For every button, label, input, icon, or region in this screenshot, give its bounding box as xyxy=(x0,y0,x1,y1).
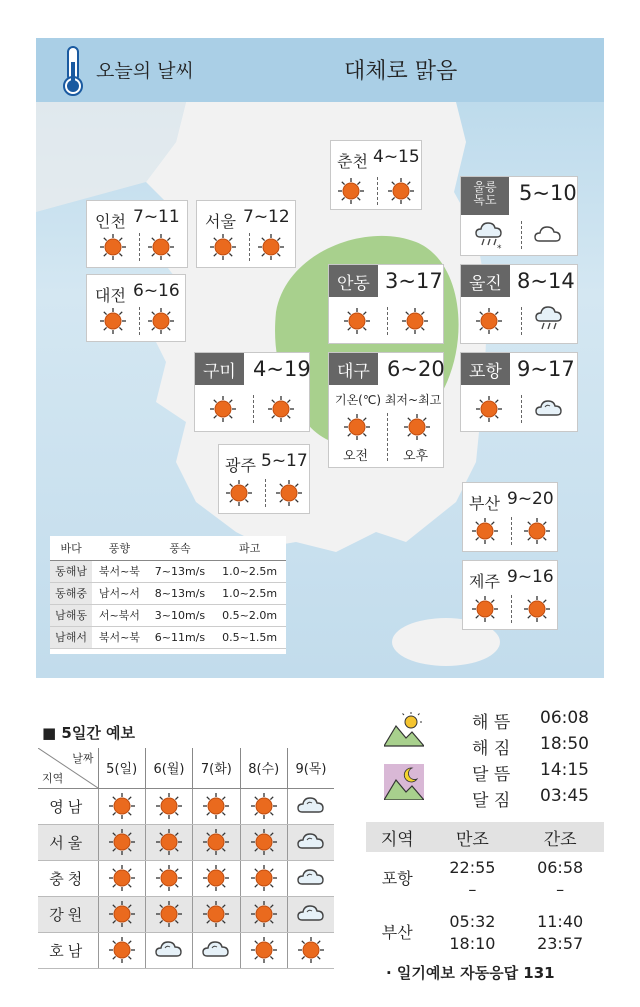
forecast-cell xyxy=(98,932,145,968)
map-title: 오늘의 날씨 xyxy=(96,60,194,82)
sunny-icon xyxy=(267,395,295,423)
divider xyxy=(139,307,140,335)
forecast-cell xyxy=(145,824,192,860)
sunny-icon xyxy=(403,413,431,441)
forecast-cell xyxy=(240,896,287,932)
sea-cell: 동해중 xyxy=(50,582,92,604)
forecast-cell xyxy=(287,860,334,896)
partly-cloudy-icon xyxy=(297,900,325,928)
forecast-row xyxy=(38,788,334,824)
city-name: 부산 xyxy=(469,494,500,513)
partly-cloudy-icon xyxy=(297,828,325,856)
divider xyxy=(139,233,140,261)
forecast-cell xyxy=(193,932,240,968)
forecast-row xyxy=(38,860,334,896)
forecast-cell xyxy=(145,932,192,968)
divider xyxy=(249,233,250,261)
sea-cell: 북서~북 xyxy=(92,626,146,648)
city-name-line2: 독도 xyxy=(473,193,497,207)
city-temp: 9~16 xyxy=(507,567,554,587)
divider xyxy=(265,479,266,507)
sunny-icon xyxy=(523,517,551,545)
sea-row xyxy=(50,604,286,626)
divider xyxy=(253,395,254,423)
city-temp: 9~20 xyxy=(507,489,554,509)
city-temp: 9~17 xyxy=(517,357,575,381)
divider xyxy=(511,517,512,545)
sea-cell: 동해남 xyxy=(50,560,92,582)
pm-label: 오후 xyxy=(403,449,429,464)
sunny-icon xyxy=(343,413,371,441)
forecast-region: 충청 xyxy=(38,860,98,896)
tide-time: – xyxy=(556,880,565,899)
tide-low-cell xyxy=(516,906,604,960)
city-name: 제주 xyxy=(469,572,500,591)
sunny-icon xyxy=(155,900,183,928)
sea-cell: 7~13m/s xyxy=(147,560,214,582)
sea-row xyxy=(50,582,286,604)
forecast-cell xyxy=(193,788,240,824)
sunny-icon xyxy=(155,792,183,820)
sea-header: 풍향 xyxy=(92,536,146,560)
forecast-cell xyxy=(193,824,240,860)
tide-time: 18:10 xyxy=(449,934,496,953)
tide-low-cell xyxy=(516,852,604,906)
city-card-chuncheon xyxy=(330,140,422,210)
sunset-time: 18:50 xyxy=(540,734,589,754)
city-temp: 4~15 xyxy=(373,147,420,167)
city-card-pohang xyxy=(460,352,578,432)
sunny-icon xyxy=(108,792,136,820)
forecast-cell xyxy=(145,860,192,896)
forecast-cell xyxy=(240,932,287,968)
forecast-row xyxy=(38,932,334,968)
svg-text:*: * xyxy=(497,244,502,251)
moonrise-time: 14:15 xyxy=(540,760,589,780)
partly-cloudy-icon xyxy=(155,936,183,964)
sunny-icon xyxy=(343,307,371,335)
sunny-icon xyxy=(401,307,429,335)
sunny-icon xyxy=(147,307,175,335)
city-card-daejeon xyxy=(86,274,186,342)
city-card-busan xyxy=(462,482,558,552)
temp-legend: 기온(℃) 최저~최고 xyxy=(335,393,442,407)
city-name: 대전 xyxy=(95,286,126,305)
city-tag: 구미 xyxy=(195,353,244,385)
tide-region: 부산 xyxy=(381,923,413,942)
forecast-cell xyxy=(287,896,334,932)
tide-header: 만조 xyxy=(429,822,517,852)
city-card-seoul xyxy=(196,200,296,268)
city-temp: 6~20 xyxy=(387,357,445,381)
city-temp: 6~16 xyxy=(133,281,180,301)
sunny-icon xyxy=(147,233,175,261)
corner-bottom: 지역 xyxy=(42,771,64,785)
sunny-icon xyxy=(250,864,278,892)
sunny-icon xyxy=(250,828,278,856)
partly-cloudy-icon xyxy=(297,792,325,820)
sunny-icon xyxy=(297,936,325,964)
city-temp: 5~17 xyxy=(261,451,308,471)
forecast-day-header: 6(월) xyxy=(145,748,192,788)
city-card-jeju xyxy=(462,560,558,630)
city-temp: 5~10 xyxy=(519,181,577,205)
sunny-icon xyxy=(275,479,303,507)
cloudy-icon xyxy=(533,221,563,247)
city-card-daegu xyxy=(328,352,444,468)
city-card-andong xyxy=(328,264,444,344)
forecast-cell xyxy=(240,824,287,860)
sea-cell: 남해동 xyxy=(50,604,92,626)
forecast-region: 호남 xyxy=(38,932,98,968)
divider xyxy=(511,595,512,623)
sea-cell: 남서~서 xyxy=(92,582,146,604)
sunny-icon xyxy=(202,792,230,820)
tide-high-cell xyxy=(429,906,517,960)
forecast-cell xyxy=(98,860,145,896)
forecast-cell xyxy=(145,788,192,824)
tide-time: 22:55 xyxy=(449,858,496,877)
sunny-icon xyxy=(202,900,230,928)
city-card-gwangju xyxy=(218,444,310,514)
sunny-icon xyxy=(471,517,499,545)
sunny-icon xyxy=(257,233,285,261)
divider xyxy=(521,395,522,423)
city-name: 인천 xyxy=(95,212,126,231)
sea-conditions-table xyxy=(50,536,286,654)
city-name-line1: 울릉 xyxy=(473,180,497,194)
partly-cloudy-icon xyxy=(202,936,230,964)
five-day-forecast-table xyxy=(38,748,334,969)
sunny-icon xyxy=(471,595,499,623)
sea-cell: 1.0~2.5m xyxy=(213,582,286,604)
sunny-icon xyxy=(387,177,415,205)
sunny-icon xyxy=(202,864,230,892)
sea-cell: 남해서 xyxy=(50,626,92,648)
thermometer-icon xyxy=(58,44,88,98)
sea-cell: 8~13m/s xyxy=(147,582,214,604)
partly-cloudy-icon xyxy=(535,395,565,421)
sunrise-time: 06:08 xyxy=(540,708,589,728)
city-card-ulleung xyxy=(460,176,578,256)
forecast-cell xyxy=(193,896,240,932)
tide-time: 11:40 xyxy=(537,912,584,931)
sunny-icon xyxy=(337,177,365,205)
sunny-icon xyxy=(523,595,551,623)
sunny-icon xyxy=(155,828,183,856)
moonrise-label: 달 뜸 xyxy=(472,765,511,785)
city-card-incheon xyxy=(86,200,188,268)
sunny-icon xyxy=(225,479,253,507)
forecast-cell xyxy=(193,860,240,896)
city-name: 광주 xyxy=(225,456,256,475)
sunset-label: 해 짐 xyxy=(472,739,511,759)
forecast-cell xyxy=(287,932,334,968)
city-name: 서울 xyxy=(205,212,236,231)
moonset-time: 03:45 xyxy=(540,786,589,806)
divider xyxy=(387,413,388,461)
tide-row xyxy=(366,906,604,960)
sea-header: 바다 xyxy=(50,536,92,560)
sea-header: 풍속 xyxy=(147,536,214,560)
city-card-gumi xyxy=(194,352,310,432)
city-temp: 7~12 xyxy=(243,207,290,227)
sunny-icon xyxy=(250,792,278,820)
sunny-icon xyxy=(99,233,127,261)
tide-header: 지역 xyxy=(366,822,429,852)
forecast-row xyxy=(38,824,334,860)
city-tag xyxy=(461,177,509,215)
forecast-day-header: 5(일) xyxy=(98,748,145,788)
tide-region: 포항 xyxy=(381,869,413,888)
sunny-icon xyxy=(475,395,503,423)
forecast-cell xyxy=(145,896,192,932)
rain-snow-icon xyxy=(475,221,505,251)
tide-row xyxy=(366,852,604,906)
sunny-icon xyxy=(155,864,183,892)
forecast-cell xyxy=(287,824,334,860)
city-temp: 3~17 xyxy=(385,269,443,293)
forecast-cell xyxy=(287,788,334,824)
tide-time: 06:58 xyxy=(537,858,584,877)
sunny-icon xyxy=(202,828,230,856)
sunny-icon xyxy=(108,936,136,964)
tide-time: 05:32 xyxy=(449,912,496,931)
auto-response-footer: · 일기예보 자동응답 131 xyxy=(386,964,555,982)
forecast-row xyxy=(38,896,334,932)
forecast-cell xyxy=(98,788,145,824)
divider xyxy=(387,307,388,335)
city-tag: 안동 xyxy=(329,265,378,297)
am-label: 오전 xyxy=(343,449,369,464)
forecast-cell xyxy=(98,824,145,860)
sea-cell: 0.5~2.0m xyxy=(213,604,286,626)
divider xyxy=(521,221,522,249)
city-tag: 대구 xyxy=(329,353,378,385)
forecast-region: 영남 xyxy=(38,788,98,824)
cloudy-rain-icon xyxy=(535,305,565,335)
forecast-title: ■ 5일간 예보 xyxy=(42,724,136,742)
partly-cloudy-icon xyxy=(297,864,325,892)
tide-table xyxy=(366,822,604,960)
city-temp: 4~19 xyxy=(253,357,311,381)
sea-cell: 서~북서 xyxy=(92,604,146,626)
tide-header: 간조 xyxy=(516,822,604,852)
divider xyxy=(521,307,522,335)
forecast-day-header: 7(화) xyxy=(193,748,240,788)
divider xyxy=(377,177,378,205)
tide-time: – xyxy=(468,880,477,899)
sunrise-mountain-icon xyxy=(384,712,424,748)
city-tag: 울진 xyxy=(461,265,510,297)
sea-cell: 6~11m/s xyxy=(147,626,214,648)
sea-header: 파고 xyxy=(213,536,286,560)
sunrise-label: 해 뜸 xyxy=(472,713,511,733)
sunny-icon xyxy=(108,864,136,892)
forecast-cell xyxy=(240,788,287,824)
sunny-icon xyxy=(250,900,278,928)
sunny-icon xyxy=(475,307,503,335)
forecast-region: 강원 xyxy=(38,896,98,932)
moonset-label: 달 짐 xyxy=(472,791,511,811)
forecast-day-header: 8(수) xyxy=(240,748,287,788)
sea-cell: 1.0~2.5m xyxy=(213,560,286,582)
sea-cell: 3~10m/s xyxy=(147,604,214,626)
sea-row xyxy=(50,626,286,648)
sea-cell: 0.5~1.5m xyxy=(213,626,286,648)
sunny-icon xyxy=(209,395,237,423)
tide-high-cell xyxy=(429,852,517,906)
city-card-uljin xyxy=(460,264,578,344)
forecast-region: 서울 xyxy=(38,824,98,860)
forecast-cell xyxy=(98,896,145,932)
city-temp: 8~14 xyxy=(517,269,575,293)
corner-top: 날짜 xyxy=(72,752,94,765)
sea-row xyxy=(50,560,286,582)
moonrise-mountain-icon xyxy=(384,764,424,800)
forecast-day-header: 9(목) xyxy=(287,748,334,788)
city-tag: 포항 xyxy=(461,353,510,385)
sunny-icon xyxy=(108,900,136,928)
forecast-cell xyxy=(240,860,287,896)
sea-cell: 북서~북 xyxy=(92,560,146,582)
corner-header xyxy=(38,748,98,788)
sunny-icon xyxy=(99,307,127,335)
tide-time: 23:57 xyxy=(537,934,584,953)
sunny-icon xyxy=(108,828,136,856)
weather-condition: 대체로 맑음 xyxy=(344,59,458,84)
city-name: 춘천 xyxy=(337,152,368,171)
city-temp: 7~11 xyxy=(133,207,180,227)
sunny-icon xyxy=(209,233,237,261)
sunny-icon xyxy=(250,936,278,964)
